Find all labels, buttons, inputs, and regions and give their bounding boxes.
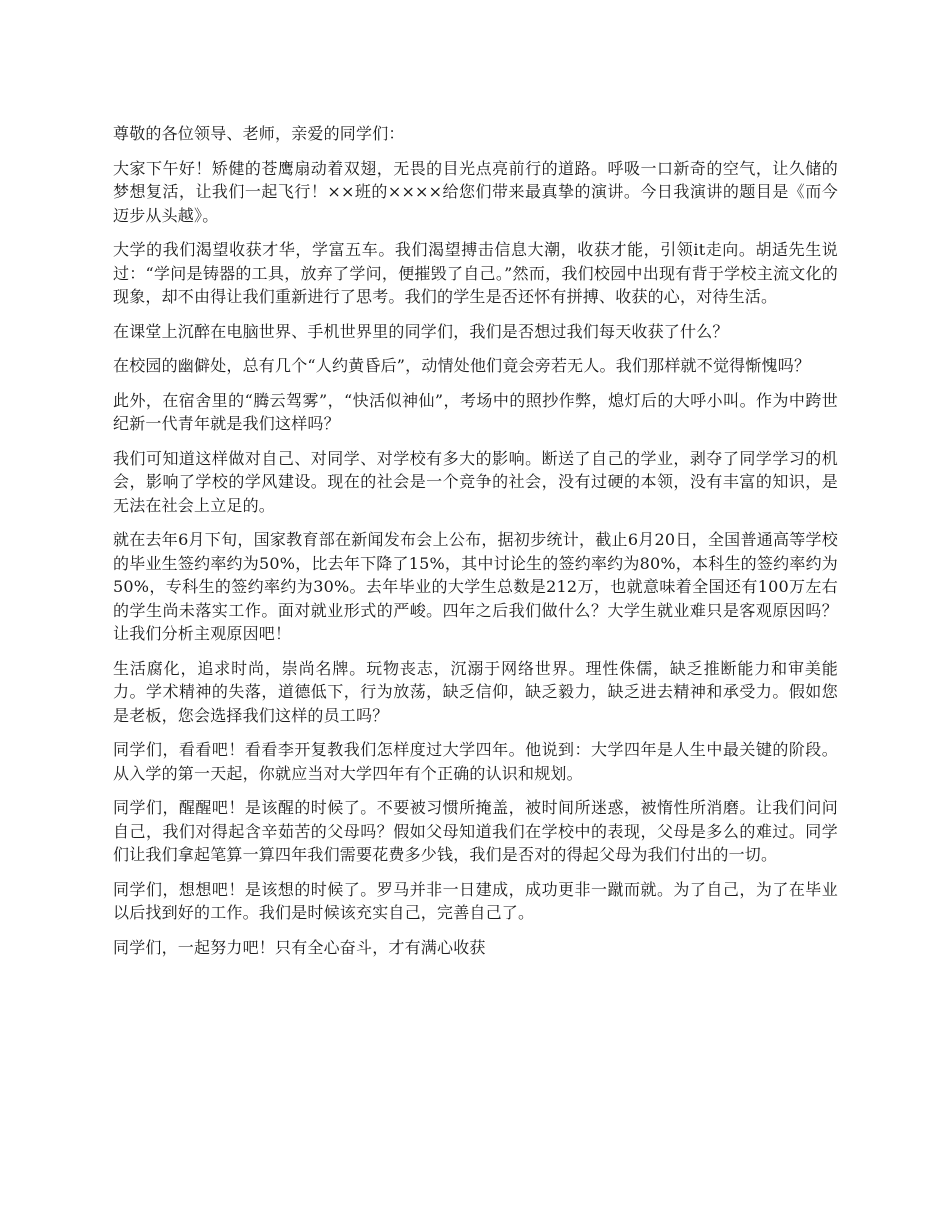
body-paragraph: 就在去年6月下旬，国家教育部在新闻发布会上公布，据初步统计，截止6月20日，全国普通高等学校的毕业生签约率约为50%，比去年下降了15%，其中讨论生的签约率约为80%，本科生的签约率约为50%，专科生的签约率约为30%。去年毕业的大学生总数是212万，也就意味着全国还有100万左右的学生尚未落实工作。面对就业形式的严峻。四年之后我们做什么？大学生就业难只是客观原因吗？让我们分析主观原因吧！ [113, 530, 838, 643]
body-paragraph: 大学的我们渴望收获才华，学富五车。我们渴望搏击信息大潮，收获才能，引领it走向。胡适先生说过：“学问是铸器的工具，放弃了学问，便摧毁了自己。”然而，我们校园中出现有背于学校主流文化的现象，却不由得让我们重新进行了思考。我们的学生是否还怀有拼搏、收获的心，对待生活。 [113, 240, 838, 306]
document-page [113, 122, 838, 970]
body-paragraph: 在校园的幽僻处，总有几个“人约黄昏后”，动情处他们竟会旁若无人。我们那样就不觉得惭愧吗？ [113, 356, 811, 375]
body-paragraph: 同学们，看看吧！看看李开复教我们怎样度过大学四年。他说到：大学四年是人生中最关键的阶段。从入学的第一天起，你就应当对大学四年有个正确的认识和规划。 [113, 740, 838, 783]
body-paragraph: 我们可知道这样做对自己、对同学、对学校有多大的影响。断送了自己的学业，剥夺了同学学习的机会，影响了学校的学风建设。现在的社会是一个竞争的社会，没有过硬的本领，没有丰富的知识，是无法在社会上立足的。 [113, 448, 838, 515]
salutation-paragraph: 尊敬的各位领导、老师，亲爱的同学们： [113, 124, 405, 143]
closing-paragraph: 同学们，一起努力吧！只有全心奋斗，才有满心收获 [113, 937, 486, 957]
opening-paragraph: 大家下午好！矫健的苍鹰扇动着双翅，无畏的目光点亮前行的道路。呼吸一口新奇的空气，让久储的梦想复活，让我们一起飞行！××班的××××给您们带来最真挚的演讲。今日我演讲的题目是《而今迈步从头越》。 [113, 158, 838, 225]
body-paragraph: 在课堂上沉醉在电脑世界、手机世界里的同学们，我们是否想过我们每天收获了什么？ [113, 321, 729, 341]
body-paragraph: 同学们，想想吧！是该想的时候了。罗马并非一日建成，成功更非一蹴而就。为了自己，为了在毕业以后找到好的工作。我们是时候该充实自己，完善自己了。 [113, 879, 838, 922]
body-paragraph: 此外，在宿舍里的“腾云驾雾”，“快活似神仙”，考场中的照抄作弊，熄灯后的大呼小叫。作为中跨世纪新一代青年就是我们这样吗？ [113, 390, 838, 433]
body-paragraph: 生活腐化，追求时尚，崇尚名牌。玩物丧志，沉溺于网络世界。理性侏儒，缺乏推断能力和审美能力。学术精神的失落，道德低下，行为放荡，缺乏信仰，缺乏毅力，缺乏进去精神和承受力。假如您是老板，您会选择我们这样的员工吗？ [113, 658, 838, 725]
body-paragraph: 同学们，醒醒吧！是该醒的时候了。不要被习惯所掩盖，被时间所迷惑，被惰性所消磨。让我们问问自己，我们对得起含辛茹苦的父母吗？假如父母知道我们在学校中的表现，父母是多么的难过。同学们让我们拿起笔算一算四年我们需要花费多少钱，我们是否对的得起父母为我们付出的一切。 [113, 798, 838, 864]
